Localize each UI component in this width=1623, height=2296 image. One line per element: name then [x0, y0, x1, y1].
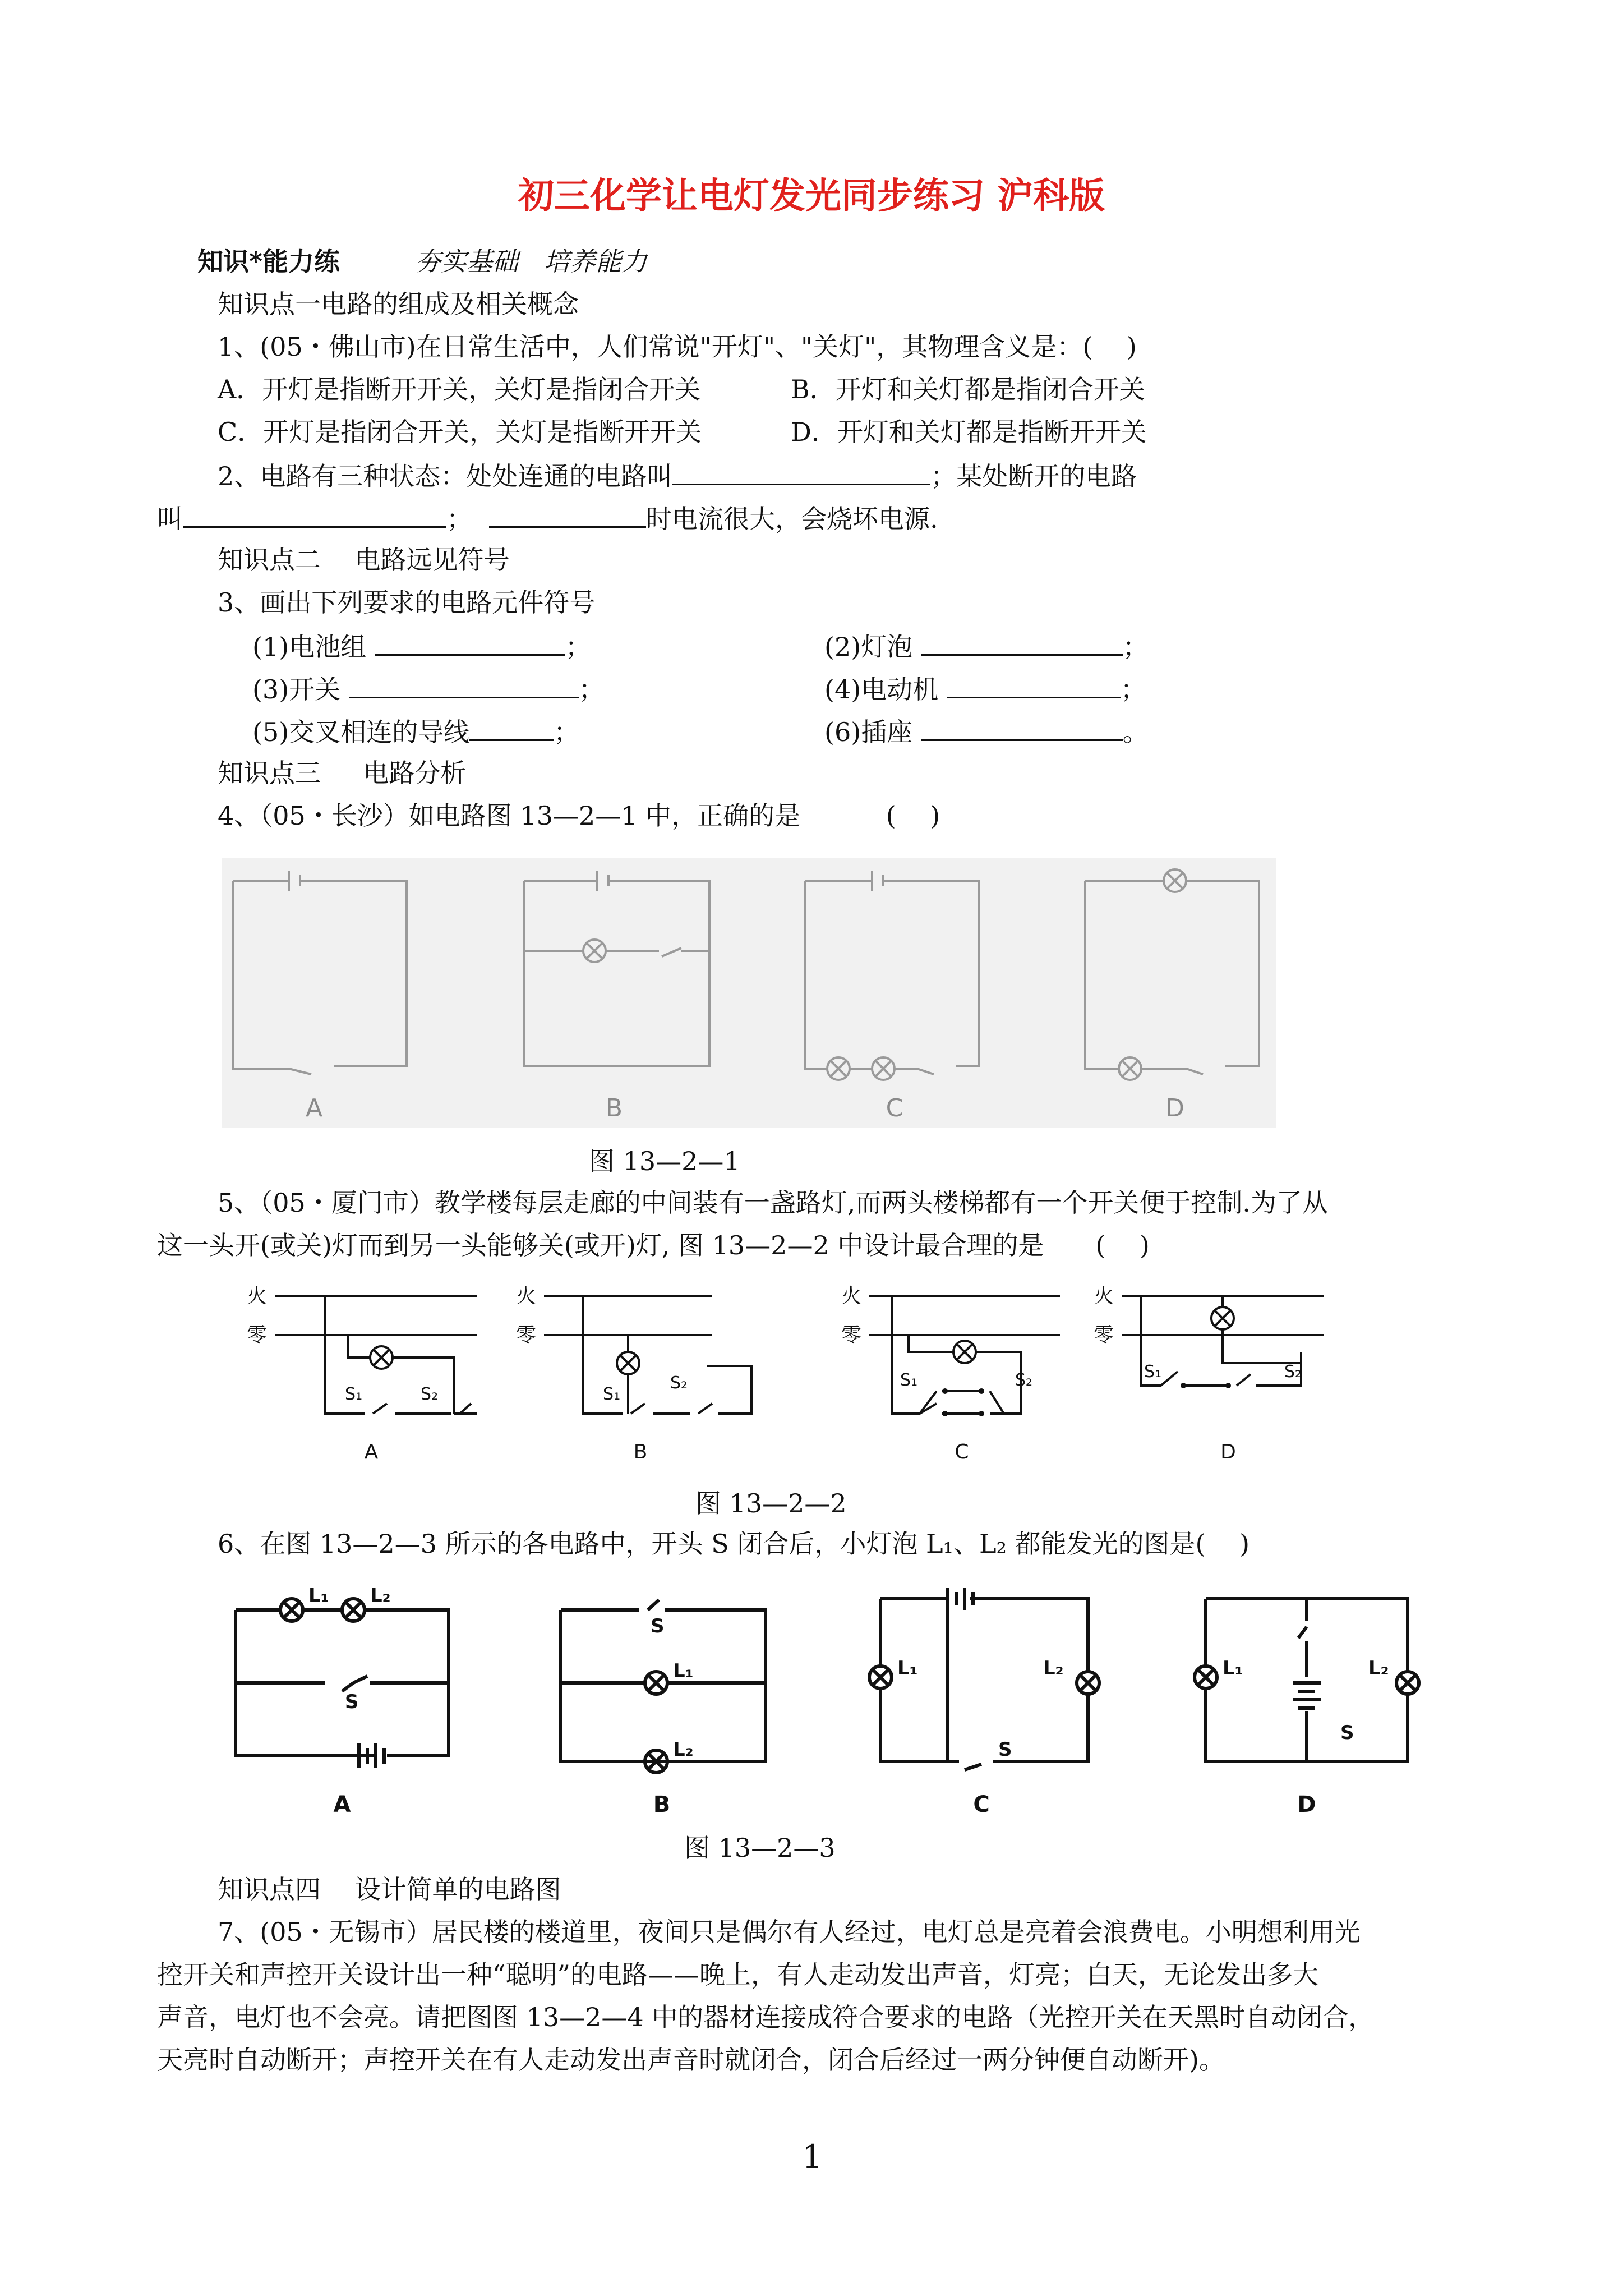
- question-7-line-1: 7、(05・无锡市）居民楼的楼道里，夜间只是偶尔有人经过，电灯总是亮着会浪费电。小明想利用光: [218, 1917, 1361, 1947]
- question-2-text-2: ；某处断开的电路: [930, 461, 1137, 491]
- lamp-l1-label: L₁: [897, 1657, 918, 1680]
- lamp-l1-label: L₁: [308, 1584, 329, 1607]
- figure-1-label-d: D: [1165, 1094, 1184, 1122]
- switch-s2-label: S₂: [421, 1384, 439, 1404]
- question-1-option-c: C．开灯是指闭合开关，关灯是指断开开关: [218, 417, 702, 447]
- switch-s2-label: S₂: [670, 1373, 688, 1393]
- symbol-label: (2)灯泡: [824, 632, 913, 662]
- symbol-item-6: [824, 714, 1149, 749]
- fire-wire-label: 火: [247, 1285, 268, 1308]
- symbol-item-4: [824, 671, 1146, 706]
- question-2-text-4: ；: [446, 504, 472, 534]
- switch-s2-label: S₂: [1015, 1370, 1033, 1390]
- section-heading-2: 知识点二 电路远见符号: [218, 545, 510, 575]
- figure-3-label-d: D: [1297, 1792, 1316, 1818]
- header-subtitle: 夯实基础 培养能力: [415, 246, 647, 277]
- symbol-label: (5)交叉相连的导线: [252, 717, 470, 747]
- switch-label: S: [998, 1738, 1012, 1761]
- lamp-l1-label: L₁: [673, 1660, 694, 1682]
- symbol-item-3: [252, 671, 605, 706]
- figure-13-2-3: [224, 1576, 1447, 1823]
- punctuation: ；: [554, 717, 580, 747]
- figure-2-label-b: B: [633, 1441, 648, 1464]
- question-2-line-1: [218, 458, 1137, 493]
- neutral-wire-label: 零: [1094, 1324, 1114, 1347]
- switch-s1-label: S₁: [345, 1384, 363, 1404]
- switch-s1-label: S₁: [1144, 1362, 1162, 1382]
- question-3-stem: 3、画出下列要求的电路元件符号: [218, 587, 596, 618]
- switch-s1-label: S₁: [900, 1370, 918, 1390]
- figure-1-label-a: A: [305, 1094, 323, 1122]
- punctuation: ；: [1120, 674, 1146, 705]
- answer-blank[interactable]: [349, 671, 579, 698]
- switch-label: S: [651, 1615, 665, 1637]
- figure-1-label-b: B: [605, 1094, 623, 1122]
- question-7-line-2: 控开关和声控开关设计出一种“聪明”的电路——晚上，有人走动发出声音，灯亮；白天，无论发出多大: [157, 1959, 1319, 1990]
- punctuation: 。: [1122, 717, 1149, 747]
- answer-blank[interactable]: [489, 500, 646, 528]
- page-title: 初三化学让电灯发光同步练习 沪科版: [518, 175, 1105, 217]
- lamp-l1-label: L₁: [1223, 1657, 1243, 1680]
- question-4-stem: 4、（05・长沙）如电路图 13—2—1 中，正确的是 ( ): [218, 800, 940, 831]
- question-7-line-4: 天亮时自动断开；声控开关在有人走动发出声音时就闭合，闭合后经过一两分钟便自动断开)。: [157, 2045, 1225, 2075]
- answer-blank[interactable]: [947, 671, 1121, 698]
- question-5-line-1: 5、（05・厦门市）教学楼每层走廊的中间装有一盏路灯,而两头楼梯都有一个开关便于控制.为了从: [218, 1188, 1329, 1218]
- symbol-label: (4)电动机: [824, 674, 939, 705]
- question-2-text-5: 时电流很大，会烧坏电源.: [646, 504, 938, 534]
- answer-blank[interactable]: [921, 628, 1123, 656]
- lamp-l2-label: L₂: [370, 1584, 391, 1607]
- answer-blank[interactable]: [375, 628, 565, 656]
- question-7-line-3: 声音，电灯也不会亮。请把图图 13—2—4 中的器材连接成符合要求的电路（光控开关在天黑时自动闭合，: [157, 2002, 1375, 2032]
- answer-blank[interactable]: [921, 714, 1123, 741]
- section-heading-4: 知识点四 设计简单的电路图: [218, 1874, 561, 1904]
- neutral-wire-label: 零: [841, 1324, 862, 1347]
- figure-3-label-a: A: [333, 1792, 351, 1818]
- symbol-item-5: [252, 714, 579, 749]
- figure-2-label-d: D: [1220, 1441, 1236, 1464]
- question-1-option-b: B．开灯和关灯都是指闭合开关: [791, 374, 1145, 404]
- figure-3-label-c: C: [973, 1792, 990, 1818]
- page-number: 1: [802, 2138, 823, 2176]
- figure-2-caption: 图 13—2—2: [695, 1488, 847, 1519]
- question-2-line-2: [157, 500, 938, 536]
- switch-s1-label: S₁: [603, 1384, 621, 1404]
- fire-wire-label: 火: [841, 1285, 862, 1308]
- neutral-wire-label: 零: [247, 1324, 268, 1347]
- section-heading-3: 知识点三 电路分析: [218, 758, 467, 788]
- question-6-stem: 6、在图 13—2—3 所示的各电路中，开头 S 闭合后，小灯泡 L₁、L₂ 都能发光的图是( ): [218, 1529, 1250, 1559]
- fire-wire-label: 火: [516, 1285, 537, 1308]
- fire-wire-label: 火: [1094, 1285, 1114, 1308]
- figure-3-label-b: B: [653, 1792, 671, 1818]
- lamp-l2-label: L₂: [673, 1738, 694, 1761]
- figure-3-caption: 图 13—2—3: [684, 1833, 836, 1863]
- punctuation: ；: [578, 674, 605, 705]
- symbol-item-2: [824, 628, 1149, 664]
- figure-1-label-c: C: [886, 1094, 903, 1122]
- header-label: 知识*能力练: [197, 246, 340, 277]
- punctuation: ；: [1122, 632, 1149, 662]
- question-2-text-1: 2、电路有三种状态：处处连通的电路叫: [218, 461, 673, 491]
- figure-1-caption: 图 13—2—1: [589, 1146, 740, 1176]
- switch-label: S: [345, 1691, 359, 1713]
- switch-label: S: [1340, 1722, 1354, 1744]
- lamp-l2-label: L₂: [1368, 1657, 1389, 1680]
- figure-2-label-a: A: [364, 1441, 379, 1464]
- question-2-text-3: 叫: [157, 504, 183, 534]
- symbol-label: (3)开关: [252, 674, 341, 705]
- symbol-label: (1)电池组: [252, 632, 367, 662]
- symbol-item-1: [252, 628, 591, 664]
- answer-blank[interactable]: [672, 458, 930, 485]
- lamp-l2-label: L₂: [1043, 1657, 1064, 1680]
- figure-13-2-2: [241, 1273, 1363, 1475]
- question-5-line-2: 这一头开(或关)灯而到另一头能够关(或开)灯, 图 13—2—2 中设计最合理的是 ( ): [157, 1230, 1150, 1260]
- answer-blank[interactable]: [183, 500, 446, 528]
- answer-blank[interactable]: [469, 714, 554, 741]
- symbol-label: (6)插座: [824, 717, 913, 747]
- section-heading-1: 知识点一电路的组成及相关概念: [218, 289, 579, 319]
- figure-2-label-c: C: [955, 1441, 969, 1464]
- punctuation: ；: [565, 632, 591, 662]
- question-1-option-d: D．开灯和关灯都是指断开开关: [791, 417, 1147, 447]
- question-1-stem: 1、(05・佛山市)在日常生活中，人们常说"开灯"、"关灯"，其物理含义是：( ): [218, 332, 1137, 362]
- figure-13-2-1: [222, 858, 1276, 1128]
- neutral-wire-label: 零: [516, 1324, 537, 1347]
- switch-s2-label: S₂: [1284, 1362, 1302, 1382]
- question-1-option-a: A．开灯是指断开开关，关灯是指闭合开关: [218, 374, 701, 404]
